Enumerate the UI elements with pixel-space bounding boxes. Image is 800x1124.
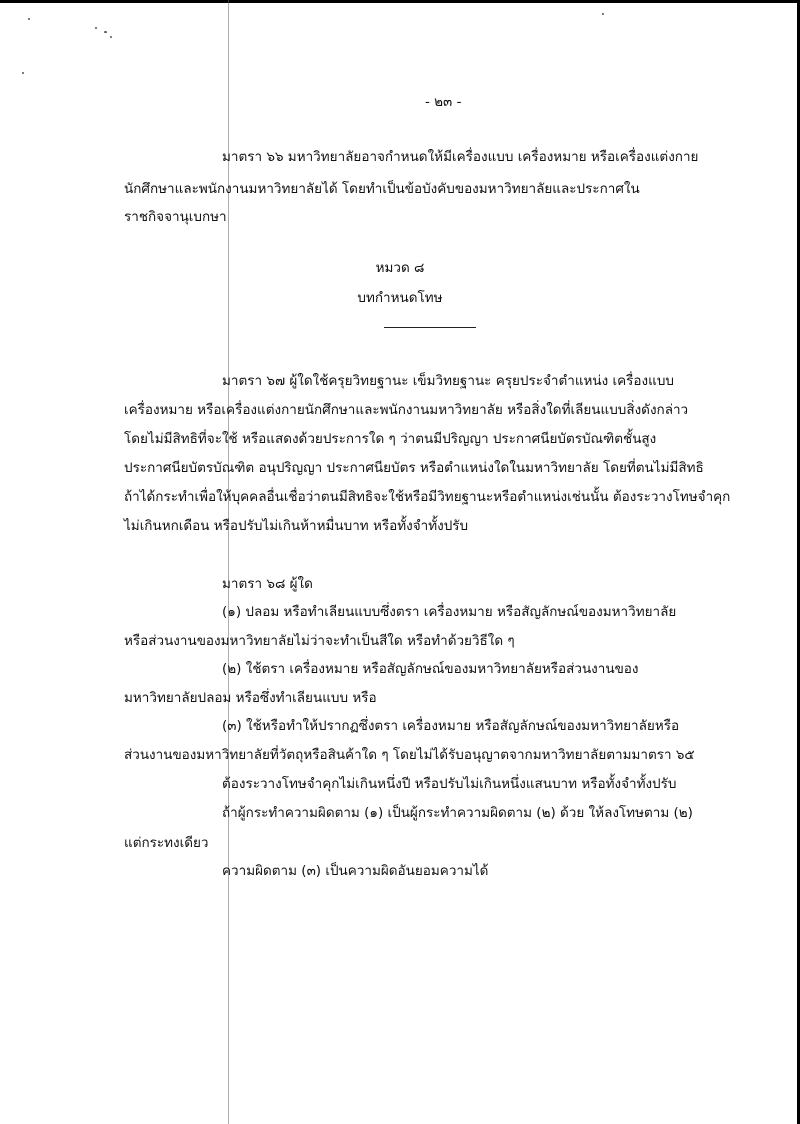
chapter-title: บทกำหนดโทษ <box>357 290 443 306</box>
scan-speck <box>104 31 107 33</box>
section-66-line-3: ราชกิจจานุเบกษา <box>124 209 227 225</box>
section-66-line-1: มาตรา ๖๖ มหาวิทยาลัยอาจกำหนดให้มีเครื่องแบบ เครื่องหมาย หรือเครื่องแต่งกาย <box>222 149 699 165</box>
section-68-para-3: ความผิดตาม (๓) เป็นความผิดอันยอมความได้ <box>222 863 489 879</box>
section-67-line-1: มาตรา ๖๗ ผู้ใดใช้ครุยวิทยฐานะ เข็มวิทยฐานะ ครุยประจำตำแหน่ง เครื่องแบบ <box>222 373 674 389</box>
section-68-para-2-line-1: ถ้าผู้กระทำความผิดตาม (๑) เป็นผู้กระทำความผิดตาม (๒) ด้วย ให้ลงโทษตาม (๒) <box>222 805 693 821</box>
section-68-heading: มาตรา ๖๘ ผู้ใด <box>222 576 313 592</box>
scan-speck <box>22 72 24 74</box>
page-border-top <box>0 0 800 3</box>
scan-speck <box>28 18 30 20</box>
scan-speck <box>602 13 604 15</box>
section-67-line-2: เครื่องหมาย หรือเครื่องแต่งกายนักศึกษาและพนักงานมหาวิทยาลัย หรือสิ่งใดที่เลียนแบบสิ่งดังกล่าว <box>124 402 689 418</box>
section-68-para-2-line-2: แต่กระทงเดียว <box>124 835 209 851</box>
section-67-line-4: ประกาศนียบัตรบัณฑิต อนุปริญญา ประกาศนียบัตร หรือตำแหน่งใดในมหาวิทยาลัย โดยที่ตนไม่มีสิทธิ <box>124 460 704 476</box>
section-66-line-2: นักศึกษาและพนักงานมหาวิทยาลัยได้ โดยทำเป็นข้อบังคับของมหาวิทยาลัยและประกาศใน <box>124 181 640 197</box>
section-68-item-2-line-2: มหาวิทยาลัยปลอม หรือซึ่งทำเลียนแบบ หรือ <box>124 690 377 706</box>
scan-speck <box>110 36 112 38</box>
section-67-line-5: ถ้าได้กระทำเพื่อให้บุคคลอื่นเชื่อว่าตนมีสิทธิจะใช้หรือมีวิทยฐานะหรือตำแหน่งเช่นนั้น ต้องระวางโทษจำคุก <box>124 489 731 505</box>
scan-speck <box>95 27 97 29</box>
section-68-item-3-line-2: ส่วนงานของมหาวิทยาลัยที่วัตถุหรือสินค้าใด ๆ โดยไม่ได้รับอนุญาตจากมหาวิทยาลัยตามมาตรา ๖๕ <box>124 747 695 763</box>
chapter-number: หมวด ๘ <box>375 260 425 276</box>
section-67-line-3: โดยไม่มีสิทธิที่จะใช้ หรือแสดงด้วยประการใด ๆ ว่าตนมีปริญญา ประกาศนียบัตรบัณฑิตชั้นสูง <box>124 431 657 447</box>
section-68-item-3-line-1: (๓) ใช้หรือทำให้ปรากฏซึ่งตรา เครื่องหมาย หรือสัญลักษณ์ของมหาวิทยาลัยหรือ <box>222 718 680 734</box>
section-68-item-1-line-2: หรือส่วนงานของมหาวิทยาลัยไม่ว่าจะทำเป็นสีใด หรือทำด้วยวิธีใด ๆ <box>124 633 515 649</box>
section-68-item-2-line-1: (๒) ใช้ตรา เครื่องหมาย หรือสัญลักษณ์ของมหาวิทยาลัยหรือส่วนงานของ <box>222 661 639 677</box>
chapter-divider <box>384 327 476 328</box>
section-68-item-1-line-1: (๑) ปลอม หรือทำเลียนแบบซึ่งตรา เครื่องหมาย หรือสัญลักษณ์ของมหาวิทยาลัย <box>222 604 677 620</box>
page-number: - ๒๓ - <box>425 94 462 110</box>
section-68-penalty: ต้องระวางโทษจำคุกไม่เกินหนึ่งปี หรือปรับไม่เกินหนึ่งแสนบาท หรือทั้งจำทั้งปรับ <box>222 776 677 792</box>
scan-fold-line <box>228 0 229 1124</box>
section-67-line-6: ไม่เกินหกเดือน หรือปรับไม่เกินห้าหมื่นบาท หรือทั้งจำทั้งปรับ <box>124 518 469 534</box>
